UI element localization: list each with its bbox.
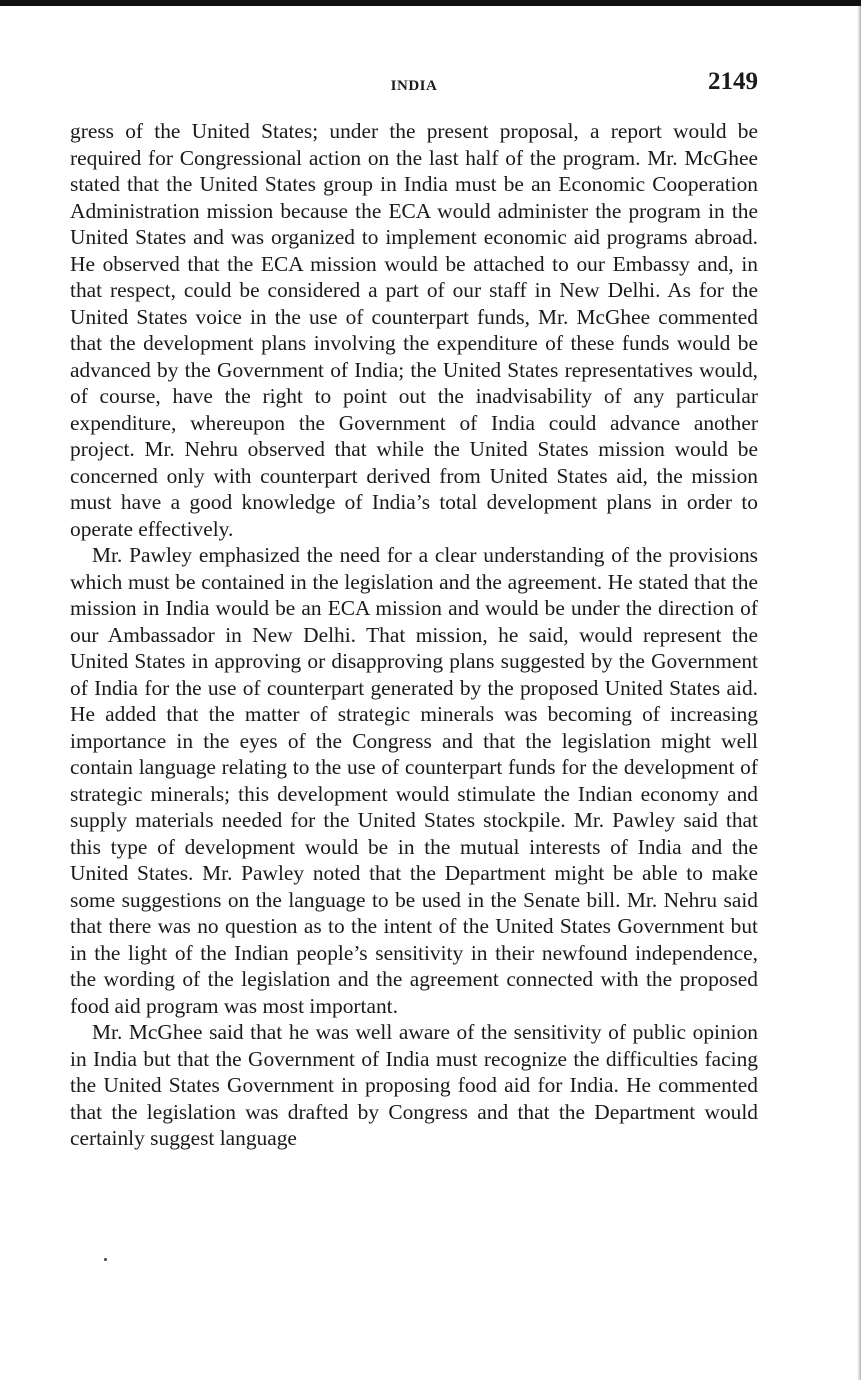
paragraph-pawley: Mr. Pawley emphasized the need for a clear understanding of the provisions which must be contained in the legislation and the agreement. He stated that the mission in India would be an ECA mission and would be under the direction of our Ambassador in New Delhi. That mission, he said, would represent the United States in approving or disapproving plans suggested by the Government of India for the use of counterpart generated by the proposed United States aid. He added that the matter of strategic minerals was becoming of increasing importance in the eyes of the Congress and that the legislation might well contain language relating to the use of counterpart funds for the development of strategic minerals; this development would stimulate the Indian economy and supply materials needed for the United States stockpile. Mr. Pawley said that this type of development would be in the mutual interests of India and the United States. Mr. Pawley noted that the Department might be able to make some suggestions on the language to be used in the Senate bill. Mr. Nehru said that there was no question as to the intent of the United States Government but in the light of the Indian people’s sensitivity in their newfound independence, the wording of the legislation and the agreement connected with the proposed food aid program was most important. [70, 543, 758, 1018]
document-page [70, 68, 758, 1152]
running-title: INDIA [390, 78, 438, 94]
page-number: 2149 [708, 68, 758, 95]
paragraph-continuation: gress of the United States; under the present proposal, a report would be required for Congressional action on the last half of the program. Mr. McGhee stated that the United States group in India must be an Economic Cooperation Administration mission because the ECA would administer the program in the United States and was organized to implement economic aid programs abroad. He observed that the ECA mission would be attached to our Embassy and, in that respect, could be considered a part of our staff in New Delhi. As for the United States voice in the use of counterpart funds, Mr. McGhee commented that the development plans involving the expenditure of these funds would be advanced by the Government of India; the United States representatives would, of course, have the right to point out the inadvisability of any particular expenditure, whereupon the Government of India could advance another project. Mr. Nehru observed that while the United States mission would be concerned only with counterpart derived from United States aid, the mission must have a good knowledge of India’s total development plans in order to operate effectively. [70, 119, 758, 541]
body-text [70, 118, 758, 1152]
running-head [70, 68, 758, 104]
paragraph-mcghee: Mr. McGhee said that he was well aware of the sensitivity of public opinion in India but that the Government of India must recognize the difficulties facing the United States Government in proposing food aid for India. He commented that the legislation was drafted by Congress and that the Department would certainly suggest language [70, 1020, 758, 1150]
print-speck [104, 1258, 107, 1261]
top-edge-rule [0, 0, 861, 6]
page-edge-shadow [857, 6, 861, 1380]
